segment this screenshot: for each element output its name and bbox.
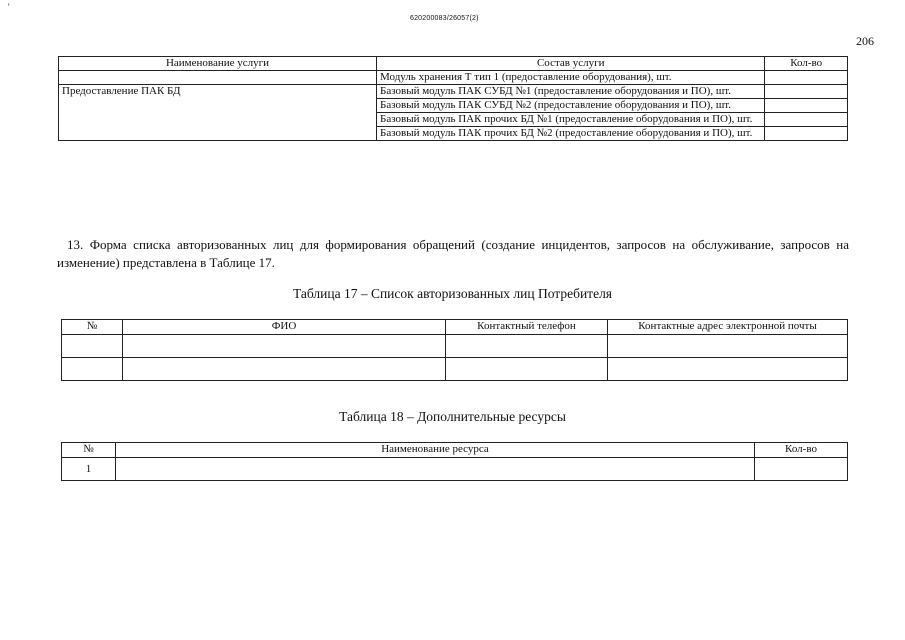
quantity-cell xyxy=(765,99,848,113)
composition-cell: Модуль хранения Т тип 1 (предоставление оборудования), шт. xyxy=(377,71,765,85)
table-row xyxy=(62,358,848,381)
column-header-full-name: ФИО xyxy=(123,320,446,335)
table-cell xyxy=(123,358,446,381)
table-cell xyxy=(608,358,848,381)
table-header-row xyxy=(59,57,848,71)
additional-resources-table xyxy=(61,442,848,481)
table-row xyxy=(59,85,848,99)
corner-mark: ' xyxy=(8,2,10,12)
service-name-cell xyxy=(59,71,377,85)
services-table xyxy=(58,56,848,141)
column-header-number: № xyxy=(62,320,123,335)
column-header-email: Контактные адрес электронной почты xyxy=(608,320,848,335)
table-cell xyxy=(446,358,608,381)
service-name-cell: Предоставление ПАК БД xyxy=(59,85,377,141)
table17-caption: Таблица 17 – Список авторизованных лиц Потребителя xyxy=(292,286,613,301)
table-header-row xyxy=(62,320,848,335)
column-header-quantity: Кол-во xyxy=(765,57,848,71)
resource-name-cell xyxy=(116,458,755,481)
column-header-service-name: Наименование услуги xyxy=(59,57,377,71)
column-header-composition: Состав услуги xyxy=(377,57,765,71)
quantity-cell xyxy=(765,113,848,127)
composition-cell: Базовый модуль ПАК СУБД №2 (предоставление оборудования и ПО), шт. xyxy=(377,99,765,113)
table-row xyxy=(59,71,848,85)
table-row xyxy=(62,458,848,481)
authorized-persons-table xyxy=(61,319,848,381)
column-header-phone: Контактный телефон xyxy=(446,320,608,335)
column-header-resource-name: Наименование ресурса xyxy=(116,443,755,458)
paragraph-13: 13. Форма списка авторизованных лиц для формирования обращений (создание инцидентов, запросов на обслуживание, запросов на изменение) представлена в Таблице 17. xyxy=(57,237,849,270)
composition-cell: Базовый модуль ПАК прочих БД №2 (предоставление оборудования и ПО), шт. xyxy=(377,127,765,141)
document-id: 620200083/26057(2) xyxy=(410,15,479,22)
quantity-cell xyxy=(765,71,848,85)
quantity-cell xyxy=(765,127,848,141)
quantity-cell xyxy=(755,458,848,481)
table18-caption: Таблица 18 – Дополнительные ресурсы xyxy=(339,409,566,424)
table-cell xyxy=(62,358,123,381)
table-cell xyxy=(123,335,446,358)
page-number: 206 xyxy=(856,34,874,48)
column-header-number: № xyxy=(62,443,116,458)
composition-cell: Базовый модуль ПАК СУБД №1 (предоставление оборудования и ПО), шт. xyxy=(377,85,765,99)
quantity-cell xyxy=(765,85,848,99)
table-row xyxy=(62,335,848,358)
table-cell xyxy=(446,335,608,358)
composition-cell: Базовый модуль ПАК прочих БД №1 (предоставление оборудования и ПО), шт. xyxy=(377,113,765,127)
table-header-row xyxy=(62,443,848,458)
row-number-cell: 1 xyxy=(62,458,116,481)
table-cell xyxy=(608,335,848,358)
column-header-quantity: Кол-во xyxy=(755,443,848,458)
table-cell xyxy=(62,335,123,358)
